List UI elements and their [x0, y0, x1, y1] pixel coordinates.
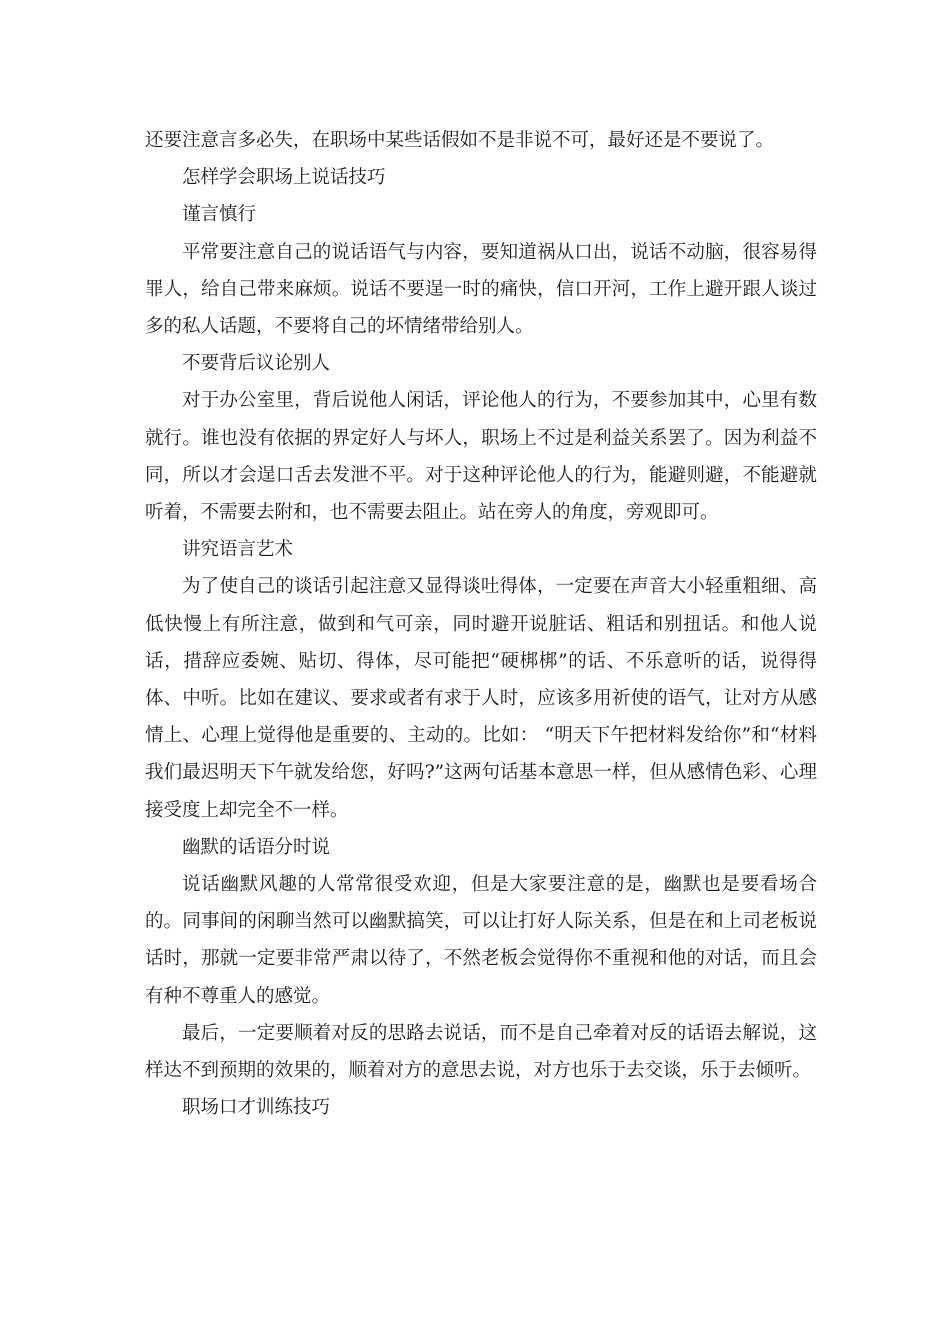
subheading-language-art: 讲究语言艺术 [182, 539, 294, 561]
paragraph-continuation: 还要注意言多必失，在职场中某些话假如不是非说不可，最好还是不要说了。 [145, 130, 775, 151]
section-heading-speaking-skills: 怎样学会职场上说话技巧 [182, 167, 386, 189]
paragraph-cautious-words: 平常要注意自己的说话语气与内容，要知道祸从口出，说话不动脑，很容易得罪人，给自己带来麻烦。说话不要逞一时的痛快，信口开河，工作上避开跟人谈过多的私人话题，不要将自己的坏情绪带给别人。 [145, 241, 817, 338]
paragraph-conclusion: 最后，一定要顺着对反的思路去说话，而不是自己牵着对反的话语去解说，这样达不到预期的效果的，顺着对方的意思去说，对方也乐于去交谈，乐于去倾听。 [145, 1022, 817, 1082]
paragraph-language-art: 为了使自己的谈话引起注意又显得谈吐得体，一定要在声音大小轻重粗细、高低快慢上有所注意，做到和气可亲，同时避开说脏话、粗话和别扭话。和他人说话，措辞应委婉、贴切、得体，尽可能把“硬梆梆”的话、不乐意听的话，说得得体、中听。比如在建议、要求或者有求于人时，应该多用祈使的语气，让对方从感情上、心理上觉得他是重要的、主动的。比如： “明天下午把材料发给你”和“材料我们最迟明天下午就发给您，好吗?”这两句话基本意思一样，但从感情色彩、心理接受度上却完全不一样。 [145, 576, 817, 821]
subheading-cautious-words: 谨言慎行 [182, 204, 257, 226]
subheading-no-gossip: 不要背后议论别人 [182, 353, 331, 375]
document-body [145, 122, 817, 1126]
paragraph-humor-timing: 说话幽默风趣的人常常很受欢迎，但是大家要注意的是，幽默也是要看场合的。同事间的闲聊当然可以幽默搞笑，可以让打好人际关系，但是在和上司老板说话时，那就一定要非常严肃以待了，不然老板会觉得你不重视和他的对话，而且会有种不尊重人的感觉。 [145, 874, 817, 1007]
section-heading-eloquence-training: 职场口才训练技巧 [182, 1097, 331, 1119]
subheading-humor-timing: 幽默的话语分时说 [182, 836, 331, 858]
paragraph-no-gossip: 对于办公室里，背后说他人闲话，评论他人的行为，不要参加其中，心里有数就行。谁也没有依据的界定好人与坏人，职场上不过是利益关系罢了。因为利益不同，所以才会逞口舌去发泄不平。对于这种评论他人的行为，能避则避，不能避就听着，不需要去附和，也不需要去阻止。站在旁人的角度，旁观即可。 [145, 390, 817, 524]
